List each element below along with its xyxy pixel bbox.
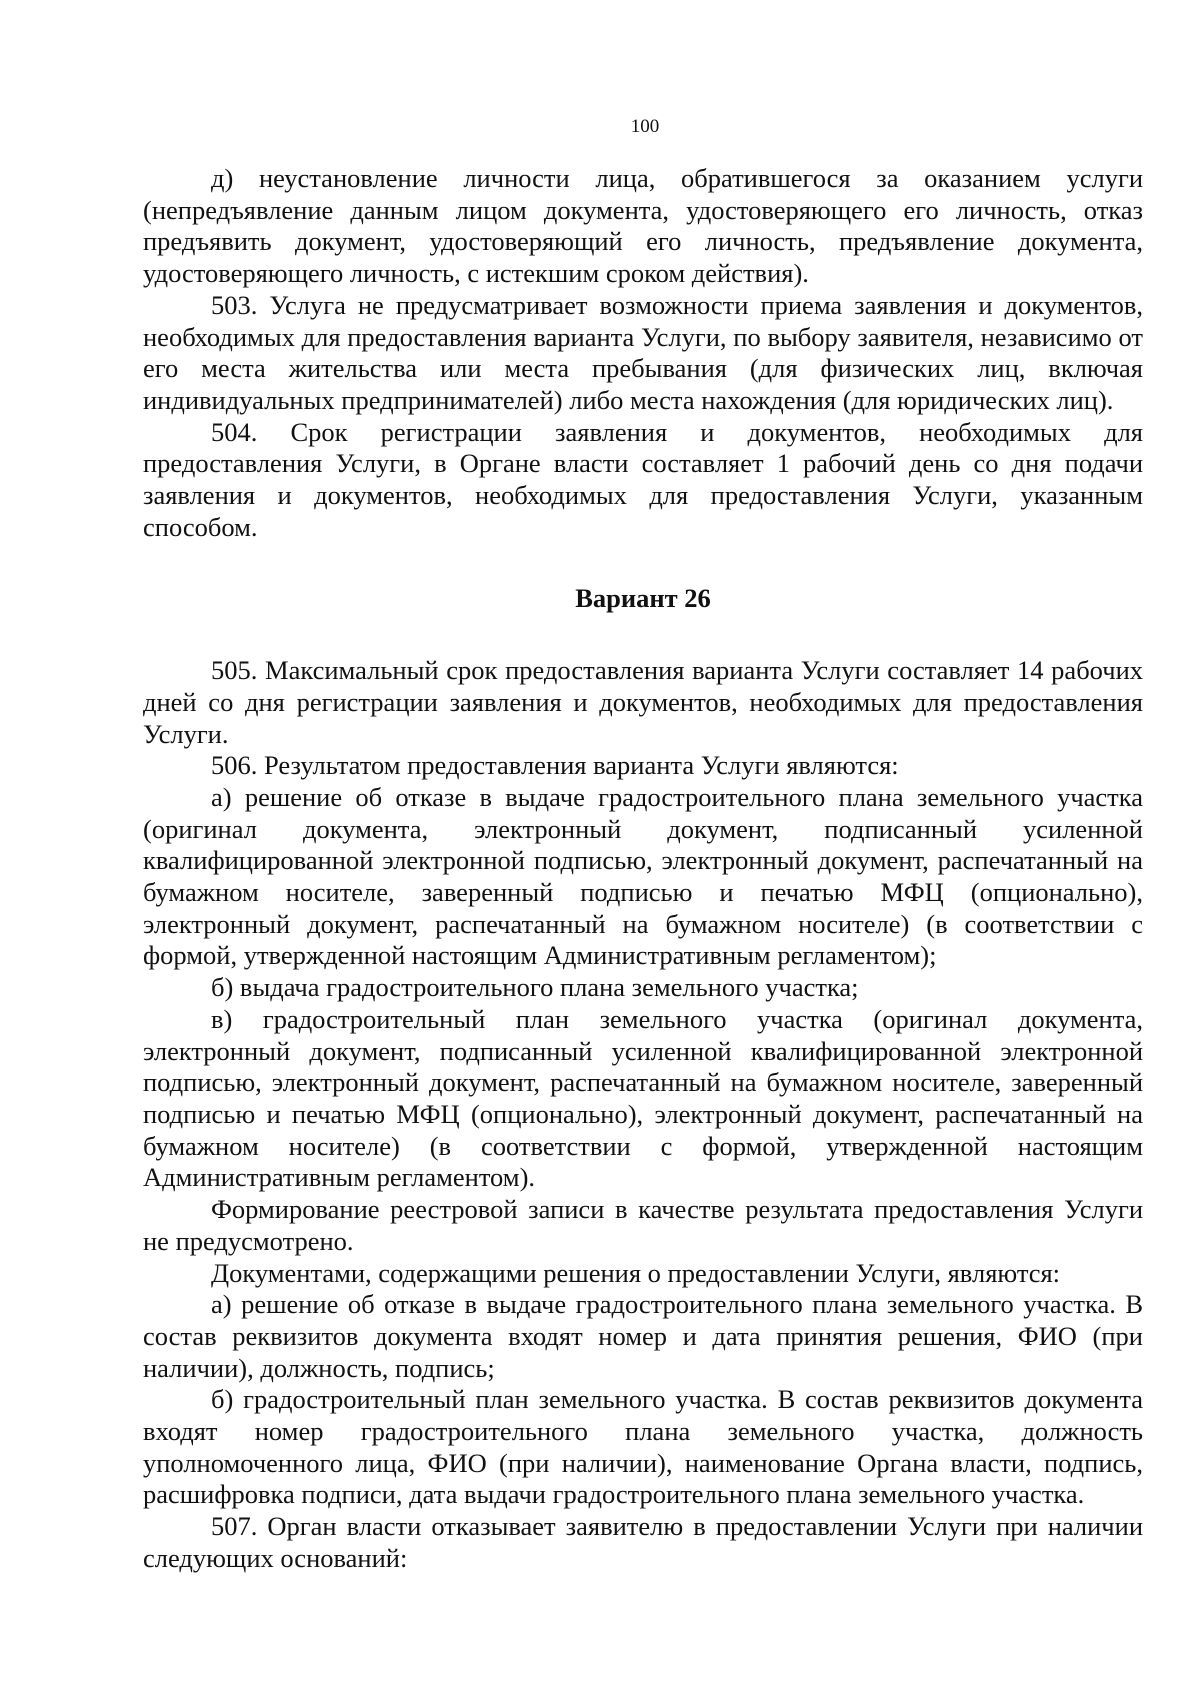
- paragraph-505: 505. Максимальный срок предоставления варианта Услуги составляет 14 рабочих дней со дня регистрации заявления и документов, необходимых для предоставления Услуги.: [143, 655, 1143, 749]
- paragraph-item-d: д) неустановление личности лица, обратившегося за оказанием услуги (непредъявление данным лицом документа, удостоверяющего его личность, отказ предъявить документ, удостоверяющий его личность, предъявление документа, удостоверяющего личность, с истекшим сроком действия).: [143, 163, 1143, 289]
- document-body: [143, 163, 1143, 1575]
- paragraph-506: 506. Результатом предоставления варианта Услуги являются:: [211, 750, 899, 781]
- paragraph-503: 503. Услуга не предусматривает возможности приема заявления и документов, необходимых для предоставления варианта Услуги, по выбору заявителя, независимо от его места жительства или места пребывания (для физических лиц, включая индивидуальных предпринимателей) либо места нахождения (для юридических лиц).: [143, 289, 1143, 415]
- paragraph-506-b: б) выдача градостроительного плана земельного участка;: [211, 972, 859, 1003]
- paragraph-507: 507. Орган власти отказывает заявителю в предоставлении Услуги при наличии следующих оснований:: [143, 1511, 1143, 1573]
- paragraph-registry-record: Формирование реестровой записи в качестве результата предоставления Услуги не предусмотрено.: [143, 1194, 1143, 1256]
- paragraph-decision-b: б) градостроительный план земельного участка. В состав реквизитов документа входят номер градостроительного плана земельного участка, должность уполномоченного лица, ФИО (при наличии), наименование Органа власти, подпись, расшифровка подписи, дата выдачи градостроительного плана земельного участка.: [143, 1384, 1143, 1510]
- paragraph-506-a: а) решение об отказе в выдаче градостроительного плана земельного участка (оригинал документа, электронный документ, подписанный усиленной квалифицированной электронной подписью, электронный документ, распечатанный на бумажном носителе, заверенный подписью и печатью МФЦ (опционально), электронный документ, распечатанный на бумажном носителе) (в соответствии с формой, утвержденной настоящим Административным регламентом);: [143, 781, 1143, 971]
- paragraph-506-v: в) градостроительный план земельного участка (оригинал документа, электронный документ, подписанный усиленной квалифицированной электронной подписью, электронный документ, распечатанный на бумажном носителе, заверенный подписью и печатью МФЦ (опционально), электронный документ, распечатанный на бумажном носителе) (в соответствии с формой, утвержденной настоящим Административным регламентом).: [143, 1003, 1143, 1193]
- section-heading: Вариант 26: [575, 583, 711, 614]
- paragraph-decision-a: а) решение об отказе в выдаче градостроительного плана земельного участка. В состав реквизитов документа входят номер и дата принятия решения, ФИО (при наличии), должность, подпись;: [143, 1289, 1143, 1383]
- paragraph-504: 504. Срок регистрации заявления и документов, необходимых для предоставления Услуги, в Органе власти составляет 1 рабочий день со дня подачи заявления и документов, необходимых для предоставления Услуги, указанным способом.: [143, 416, 1143, 542]
- page-number: 100: [630, 116, 660, 137]
- paragraph-decision-documents: Документами, содержащими решения о предоставлении Услуги, являются:: [211, 1257, 1061, 1288]
